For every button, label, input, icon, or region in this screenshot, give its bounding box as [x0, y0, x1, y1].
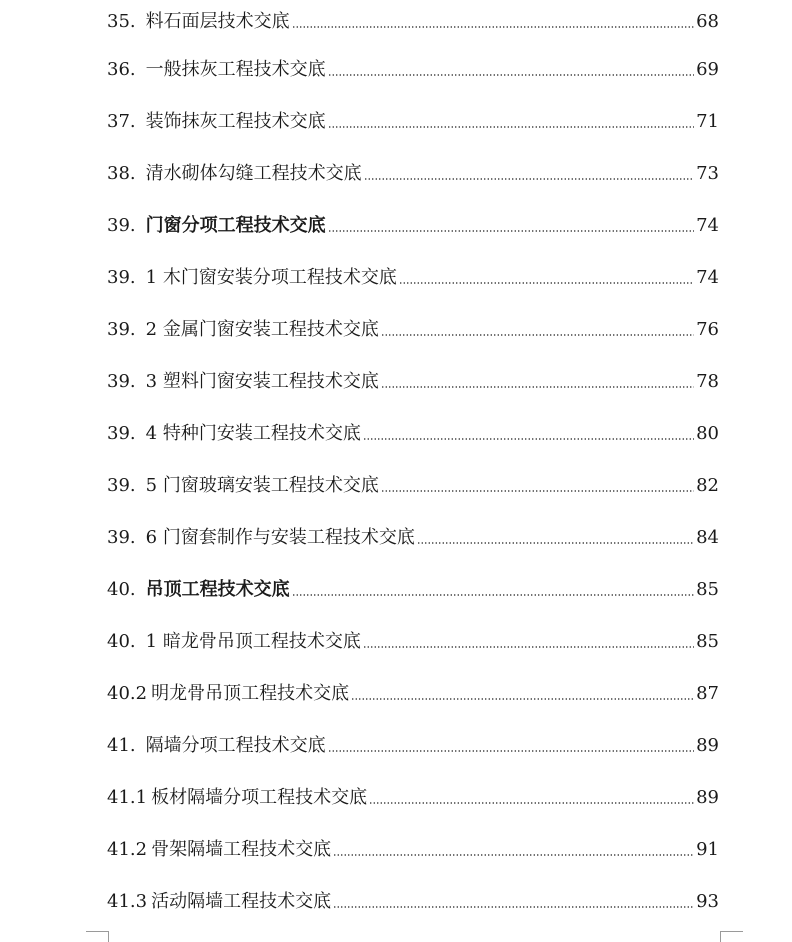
dot-leader: [351, 698, 694, 700]
dot-leader: [364, 178, 694, 180]
toc-entry-number: 37.: [107, 111, 136, 132]
toc-entry-title: 一般抹灰工程技术交底: [145, 59, 326, 80]
toc-entry-title: 隔墙分项工程技术交底: [145, 735, 326, 756]
toc-entry-number: 39.: [107, 423, 136, 444]
toc-entry-page-number: 80: [696, 423, 719, 444]
toc-entry-number: 35.: [107, 11, 136, 32]
toc-entry-number: 36.: [107, 59, 136, 80]
toc-entry-page-number: 87: [696, 683, 719, 704]
toc-entry-number: 39.: [107, 215, 136, 236]
toc-entry[interactable]: [107, 460, 719, 512]
toc-entry[interactable]: [107, 356, 719, 408]
dot-leader: [399, 282, 694, 284]
toc-entry-number: 40.2: [107, 683, 148, 704]
toc-entry[interactable]: [107, 304, 719, 356]
toc-entry-title: 2 金属门窗安装工程技术交底: [145, 319, 379, 340]
toc-entry-number: 41.1: [107, 787, 148, 808]
toc-entry[interactable]: [107, 616, 719, 668]
dot-leader: [328, 750, 694, 752]
toc-entry-number: 40.: [107, 579, 136, 600]
toc-entry-number: 41.2: [107, 839, 148, 860]
toc-entry-page-number: 71: [696, 111, 719, 132]
toc-entry-title: 板材隔墙分项工程技术交底: [151, 787, 368, 808]
toc-entry[interactable]: [107, 772, 719, 824]
toc-entry-number: 40.: [107, 631, 136, 652]
toc-entry[interactable]: [107, 668, 719, 720]
toc-entry-page-number: 85: [696, 631, 719, 652]
page-corner-mark-left: [86, 931, 109, 942]
toc-entry-number: 38.: [107, 163, 136, 184]
toc-entry[interactable]: [107, 96, 719, 148]
toc-entry-page-number: 73: [696, 163, 719, 184]
dot-leader: [363, 438, 694, 440]
toc-entry-page-number: 91: [696, 839, 719, 860]
dot-leader: [381, 386, 694, 388]
toc-entry-page-number: 89: [696, 787, 719, 808]
toc-entry-title: 活动隔墙工程技术交底: [151, 891, 332, 912]
dot-leader: [381, 490, 694, 492]
dot-leader: [328, 230, 694, 232]
toc-entry[interactable]: [107, 252, 719, 304]
toc-entry-page-number: 69: [696, 59, 719, 80]
dot-leader: [292, 594, 694, 596]
toc-entry-page-number: 82: [696, 475, 719, 496]
toc-entry[interactable]: [107, 512, 719, 564]
dot-leader: [328, 126, 694, 128]
dot-leader: [328, 74, 694, 76]
toc-entry-page-number: 85: [696, 579, 719, 600]
toc-entry-title: 料石面层技术交底: [145, 11, 290, 32]
toc-entry-title: 骨架隔墙工程技术交底: [151, 839, 332, 860]
toc-entry-number: 41.3: [107, 891, 148, 912]
toc-entry-title: 装饰抹灰工程技术交底: [145, 111, 326, 132]
toc-entry[interactable]: [107, 876, 719, 928]
dot-leader: [381, 334, 694, 336]
toc-entry[interactable]: [107, 408, 719, 460]
toc-entry-page-number: 74: [696, 267, 719, 288]
toc-entry-number: 39.: [107, 371, 136, 392]
toc-entry-number: 39.: [107, 475, 136, 496]
toc-entry-title: 3 塑料门窗安装工程技术交底: [145, 371, 379, 392]
page-corner-mark-right: [720, 931, 743, 942]
toc-entry[interactable]: [107, 0, 719, 44]
dot-leader: [333, 906, 694, 908]
dot-leader: [333, 854, 694, 856]
toc-entry[interactable]: [107, 564, 719, 616]
toc-entry-page-number: 68: [696, 11, 719, 32]
toc-entry-title: 6 门窗套制作与安装工程技术交底: [145, 527, 415, 548]
toc-entry-title: 1 木门窗安装分项工程技术交底: [145, 267, 397, 288]
toc-entry-number: 39.: [107, 319, 136, 340]
toc-entry-title: 1 暗龙骨吊顶工程技术交底: [145, 631, 361, 652]
dot-leader: [369, 802, 694, 804]
toc-entry-title: 明龙骨吊顶工程技术交底: [151, 683, 350, 704]
toc-entry-page-number: 89: [696, 735, 719, 756]
toc-entry-number: 39.: [107, 527, 136, 548]
toc-entry-number: 41.: [107, 735, 136, 756]
toc-entry[interactable]: [107, 148, 719, 200]
table-of-contents: [107, 0, 719, 928]
dot-leader: [363, 646, 694, 648]
toc-entry-page-number: 74: [696, 215, 719, 236]
toc-entry-page-number: 84: [696, 527, 719, 548]
toc-entry[interactable]: [107, 44, 719, 96]
toc-entry-title: 5 门窗玻璃安装工程技术交底: [145, 475, 379, 496]
toc-entry[interactable]: [107, 720, 719, 772]
toc-entry-title: 清水砌体勾缝工程技术交底: [145, 163, 362, 184]
dot-leader: [417, 542, 694, 544]
toc-entry-number: 39.: [107, 267, 136, 288]
toc-entry-title: 吊顶工程技术交底: [145, 579, 290, 600]
toc-entry-page-number: 93: [696, 891, 719, 912]
toc-entry[interactable]: [107, 200, 719, 252]
toc-entry-page-number: 78: [696, 371, 719, 392]
dot-leader: [292, 26, 694, 28]
toc-entry-page-number: 76: [696, 319, 719, 340]
toc-entry[interactable]: [107, 824, 719, 876]
toc-entry-title: 4 特种门安装工程技术交底: [145, 423, 361, 444]
toc-entry-title: 门窗分项工程技术交底: [145, 215, 326, 236]
